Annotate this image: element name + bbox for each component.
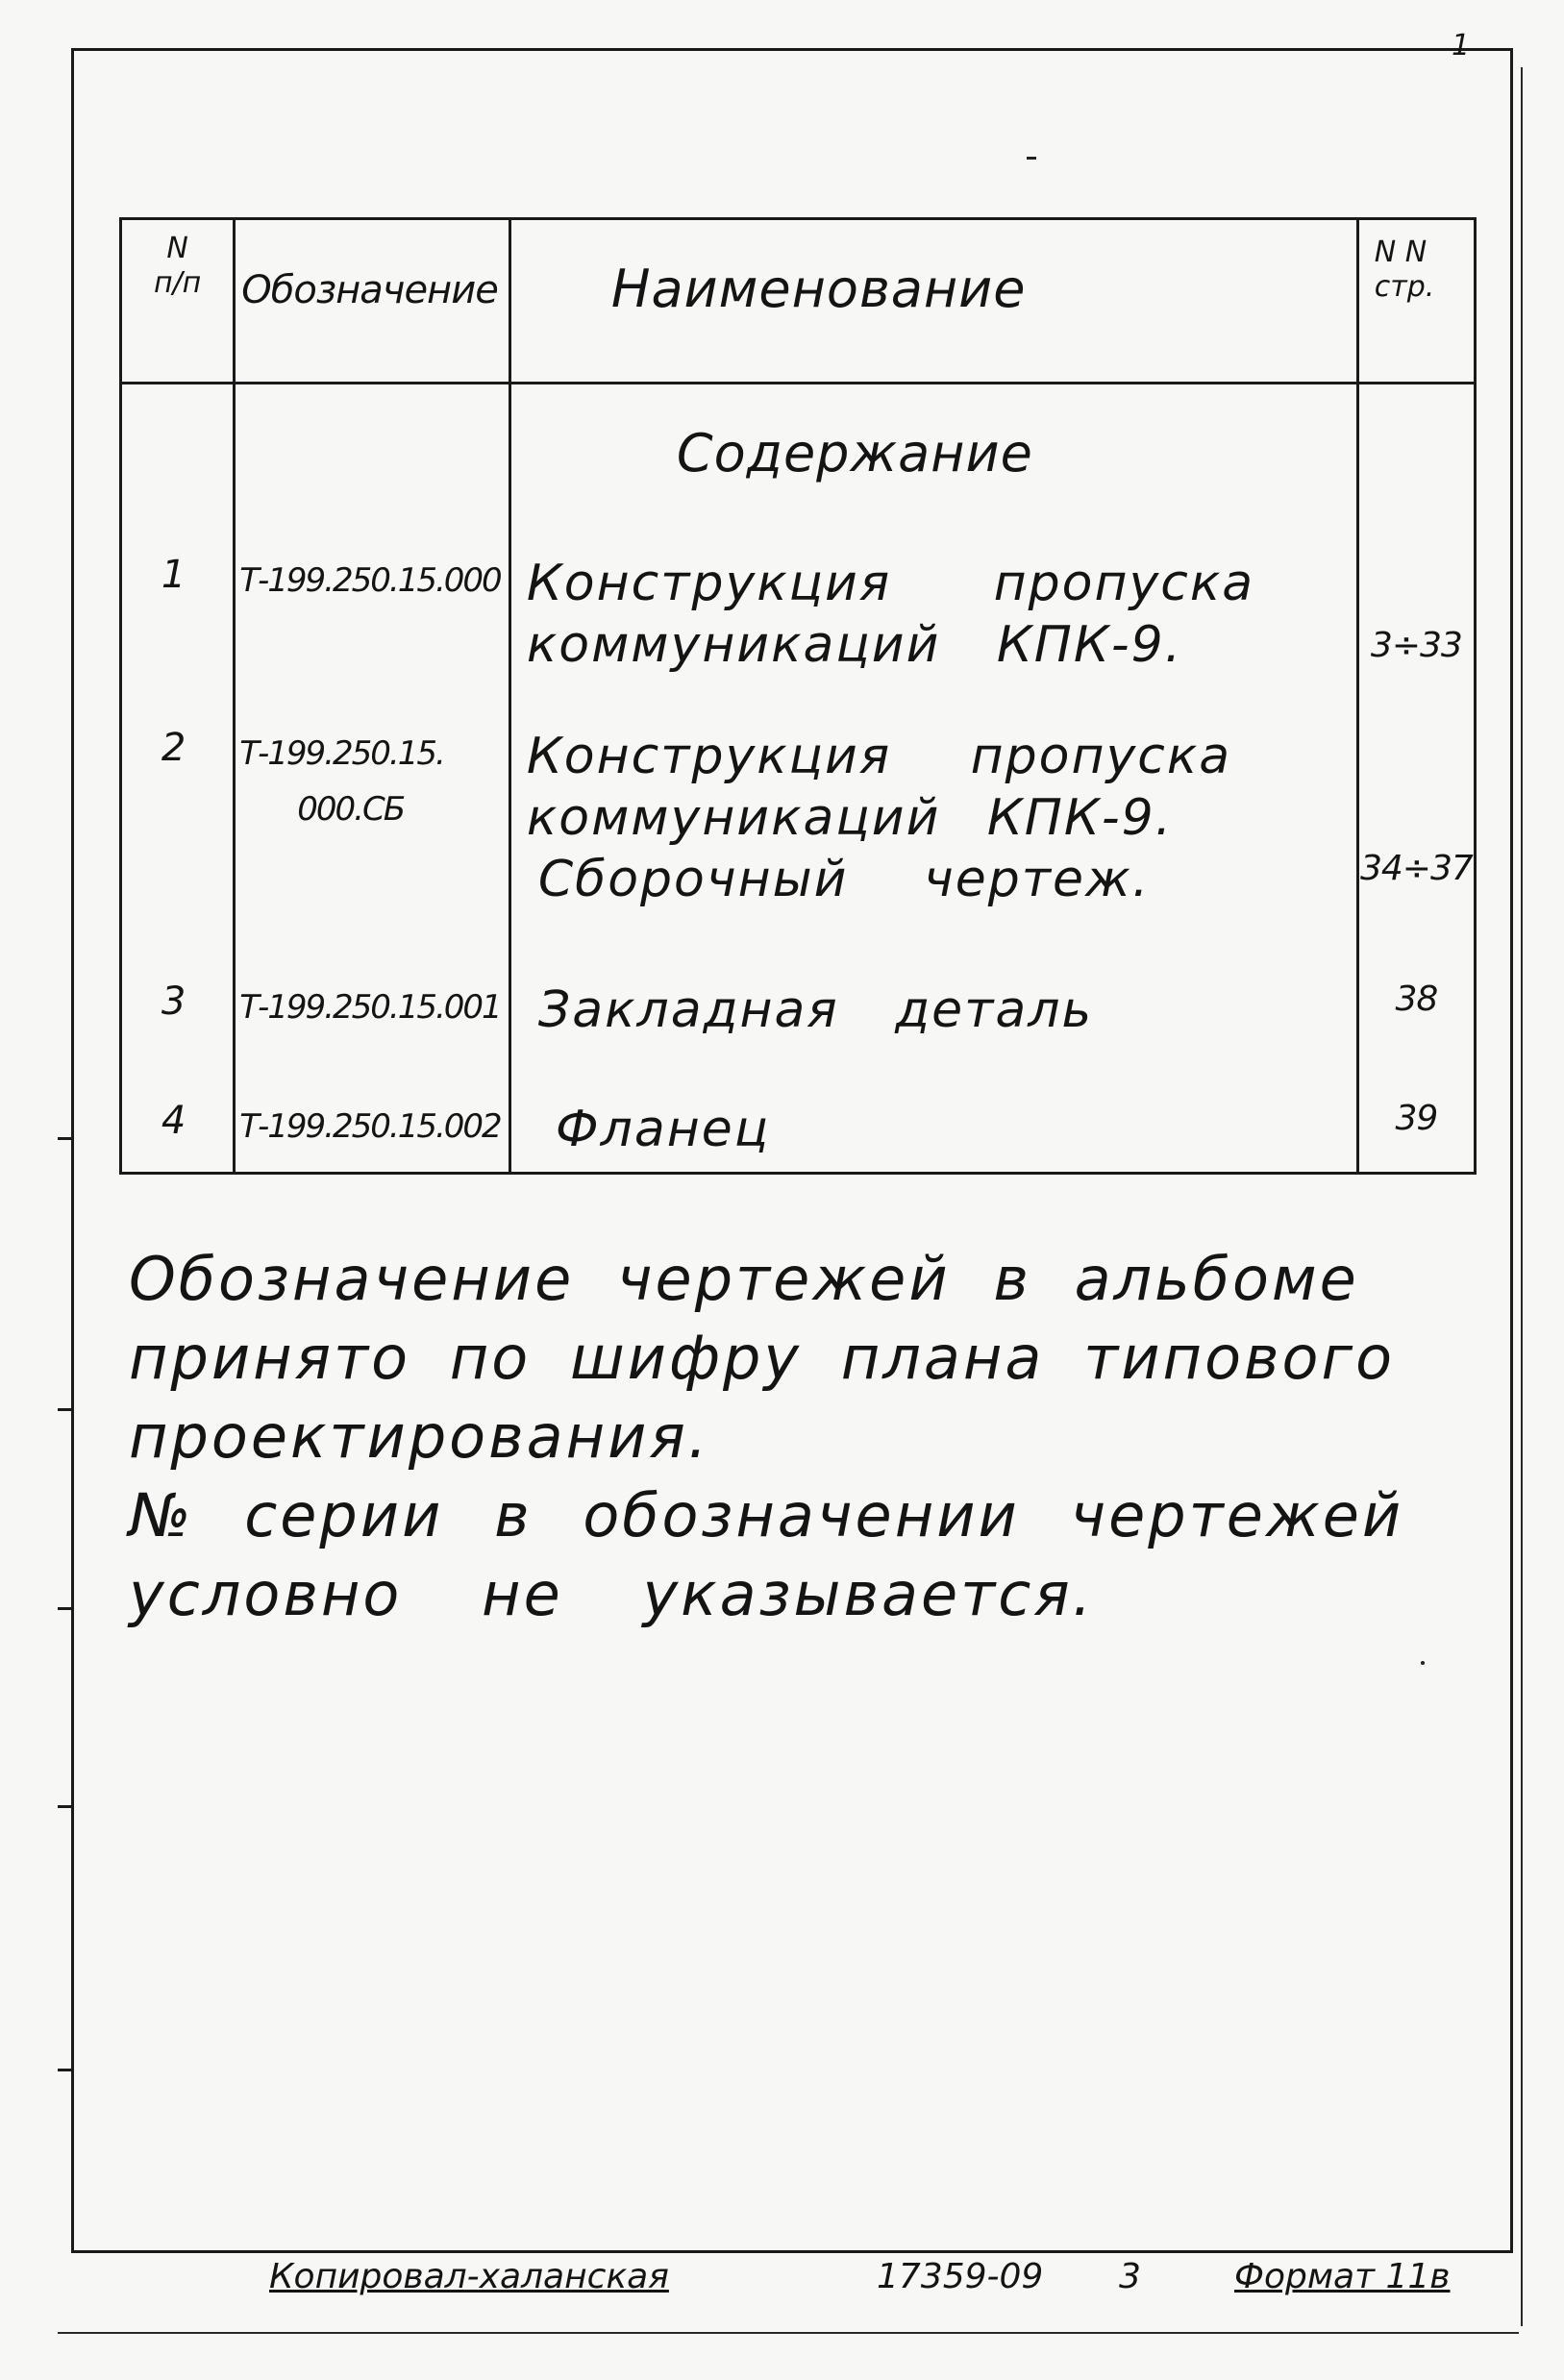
row-designation (235, 1099, 510, 1174)
row-designation (235, 979, 510, 1099)
row-number: 4 (121, 1099, 235, 1174)
row-pages: 34÷37 (1357, 726, 1475, 979)
row-name-line2: коммуникаций КПК-9. (526, 615, 1183, 674)
binding-tick (58, 1137, 71, 1140)
row-designation-line1: Т-199.250.15.000 (239, 560, 501, 600)
drawing-note (129, 1240, 1455, 1634)
contents-table (119, 217, 1477, 1175)
sheet-number: 3 (1119, 2257, 1141, 2296)
stray-dash (1027, 157, 1036, 160)
row-designation-line1: Т-199.250.15.001 (239, 987, 501, 1027)
row-name (509, 1099, 1357, 1174)
section-title-row (121, 384, 1476, 553)
row-name (509, 726, 1357, 979)
row-name-line3: Сборочный чертеж. (537, 850, 1151, 908)
row-name (509, 553, 1357, 726)
note-line: условно не указывается. (129, 1559, 1095, 1629)
note-line: проектирования. (129, 1401, 710, 1472)
binding-tick (58, 1805, 71, 1808)
corner-sheet-mark: 1 (1452, 29, 1471, 62)
row-pages: 3÷33 (1357, 553, 1475, 726)
row-designation-line1: Т-199.250.15.002 (239, 1106, 501, 1146)
row-pages: 39 (1357, 1099, 1475, 1174)
row-designation-line1: Т-199.250.15. (239, 733, 444, 773)
header-pages-line1: N N (1374, 236, 1427, 269)
section-title: Содержание (509, 384, 1357, 553)
row-designation-line2: 000.СБ (297, 789, 405, 829)
header-number (121, 219, 235, 384)
row-name-line2: коммуникаций КПК-9. (526, 788, 1174, 847)
header-number-line2: п/п (153, 266, 202, 300)
copied-by: Копировал-халанская (269, 2257, 669, 2296)
row-name-line1: Конструкция пропуска (526, 727, 1232, 785)
header-designation: Обозначение (235, 219, 510, 384)
note-line: Обозначение чертежей в альбоме (129, 1244, 1359, 1314)
table-header-row (121, 219, 1476, 384)
sheet-bottom-line (58, 2332, 1519, 2334)
row-name-line1: Конструкция пропуска (526, 554, 1255, 612)
row-name (509, 979, 1357, 1099)
row-number: 3 (121, 979, 235, 1099)
row-designation (235, 553, 510, 726)
stray-dot (1421, 1661, 1425, 1665)
title-stamp (77, 2257, 1513, 2299)
table-row (121, 1099, 1476, 1174)
header-name: Наименование (509, 219, 1357, 384)
binding-tick (58, 1607, 71, 1610)
header-pages-line2: стр. (1374, 270, 1435, 304)
order-number: 17359-09 (877, 2257, 1044, 2296)
table-row (121, 726, 1476, 979)
header-pages (1357, 219, 1475, 384)
binding-tick (58, 1408, 71, 1411)
header-number-line1: N (166, 232, 188, 265)
table-row (121, 979, 1476, 1099)
row-number: 1 (121, 553, 235, 726)
note-line: № серии в обозначении чертежей (129, 1480, 1404, 1550)
table-row (121, 553, 1476, 726)
row-number: 2 (121, 726, 235, 979)
sheet-format: Формат 11в (1234, 2257, 1451, 2296)
note-line: принято по шифру плана типового (129, 1323, 1395, 1393)
sheet-edge-line (1521, 67, 1523, 2326)
row-name-line1: Закладная деталь (537, 980, 1094, 1039)
row-name-line1: Фланец (555, 1100, 771, 1158)
binding-tick (58, 2069, 71, 2071)
row-designation (235, 726, 510, 979)
row-pages: 38 (1357, 979, 1475, 1099)
